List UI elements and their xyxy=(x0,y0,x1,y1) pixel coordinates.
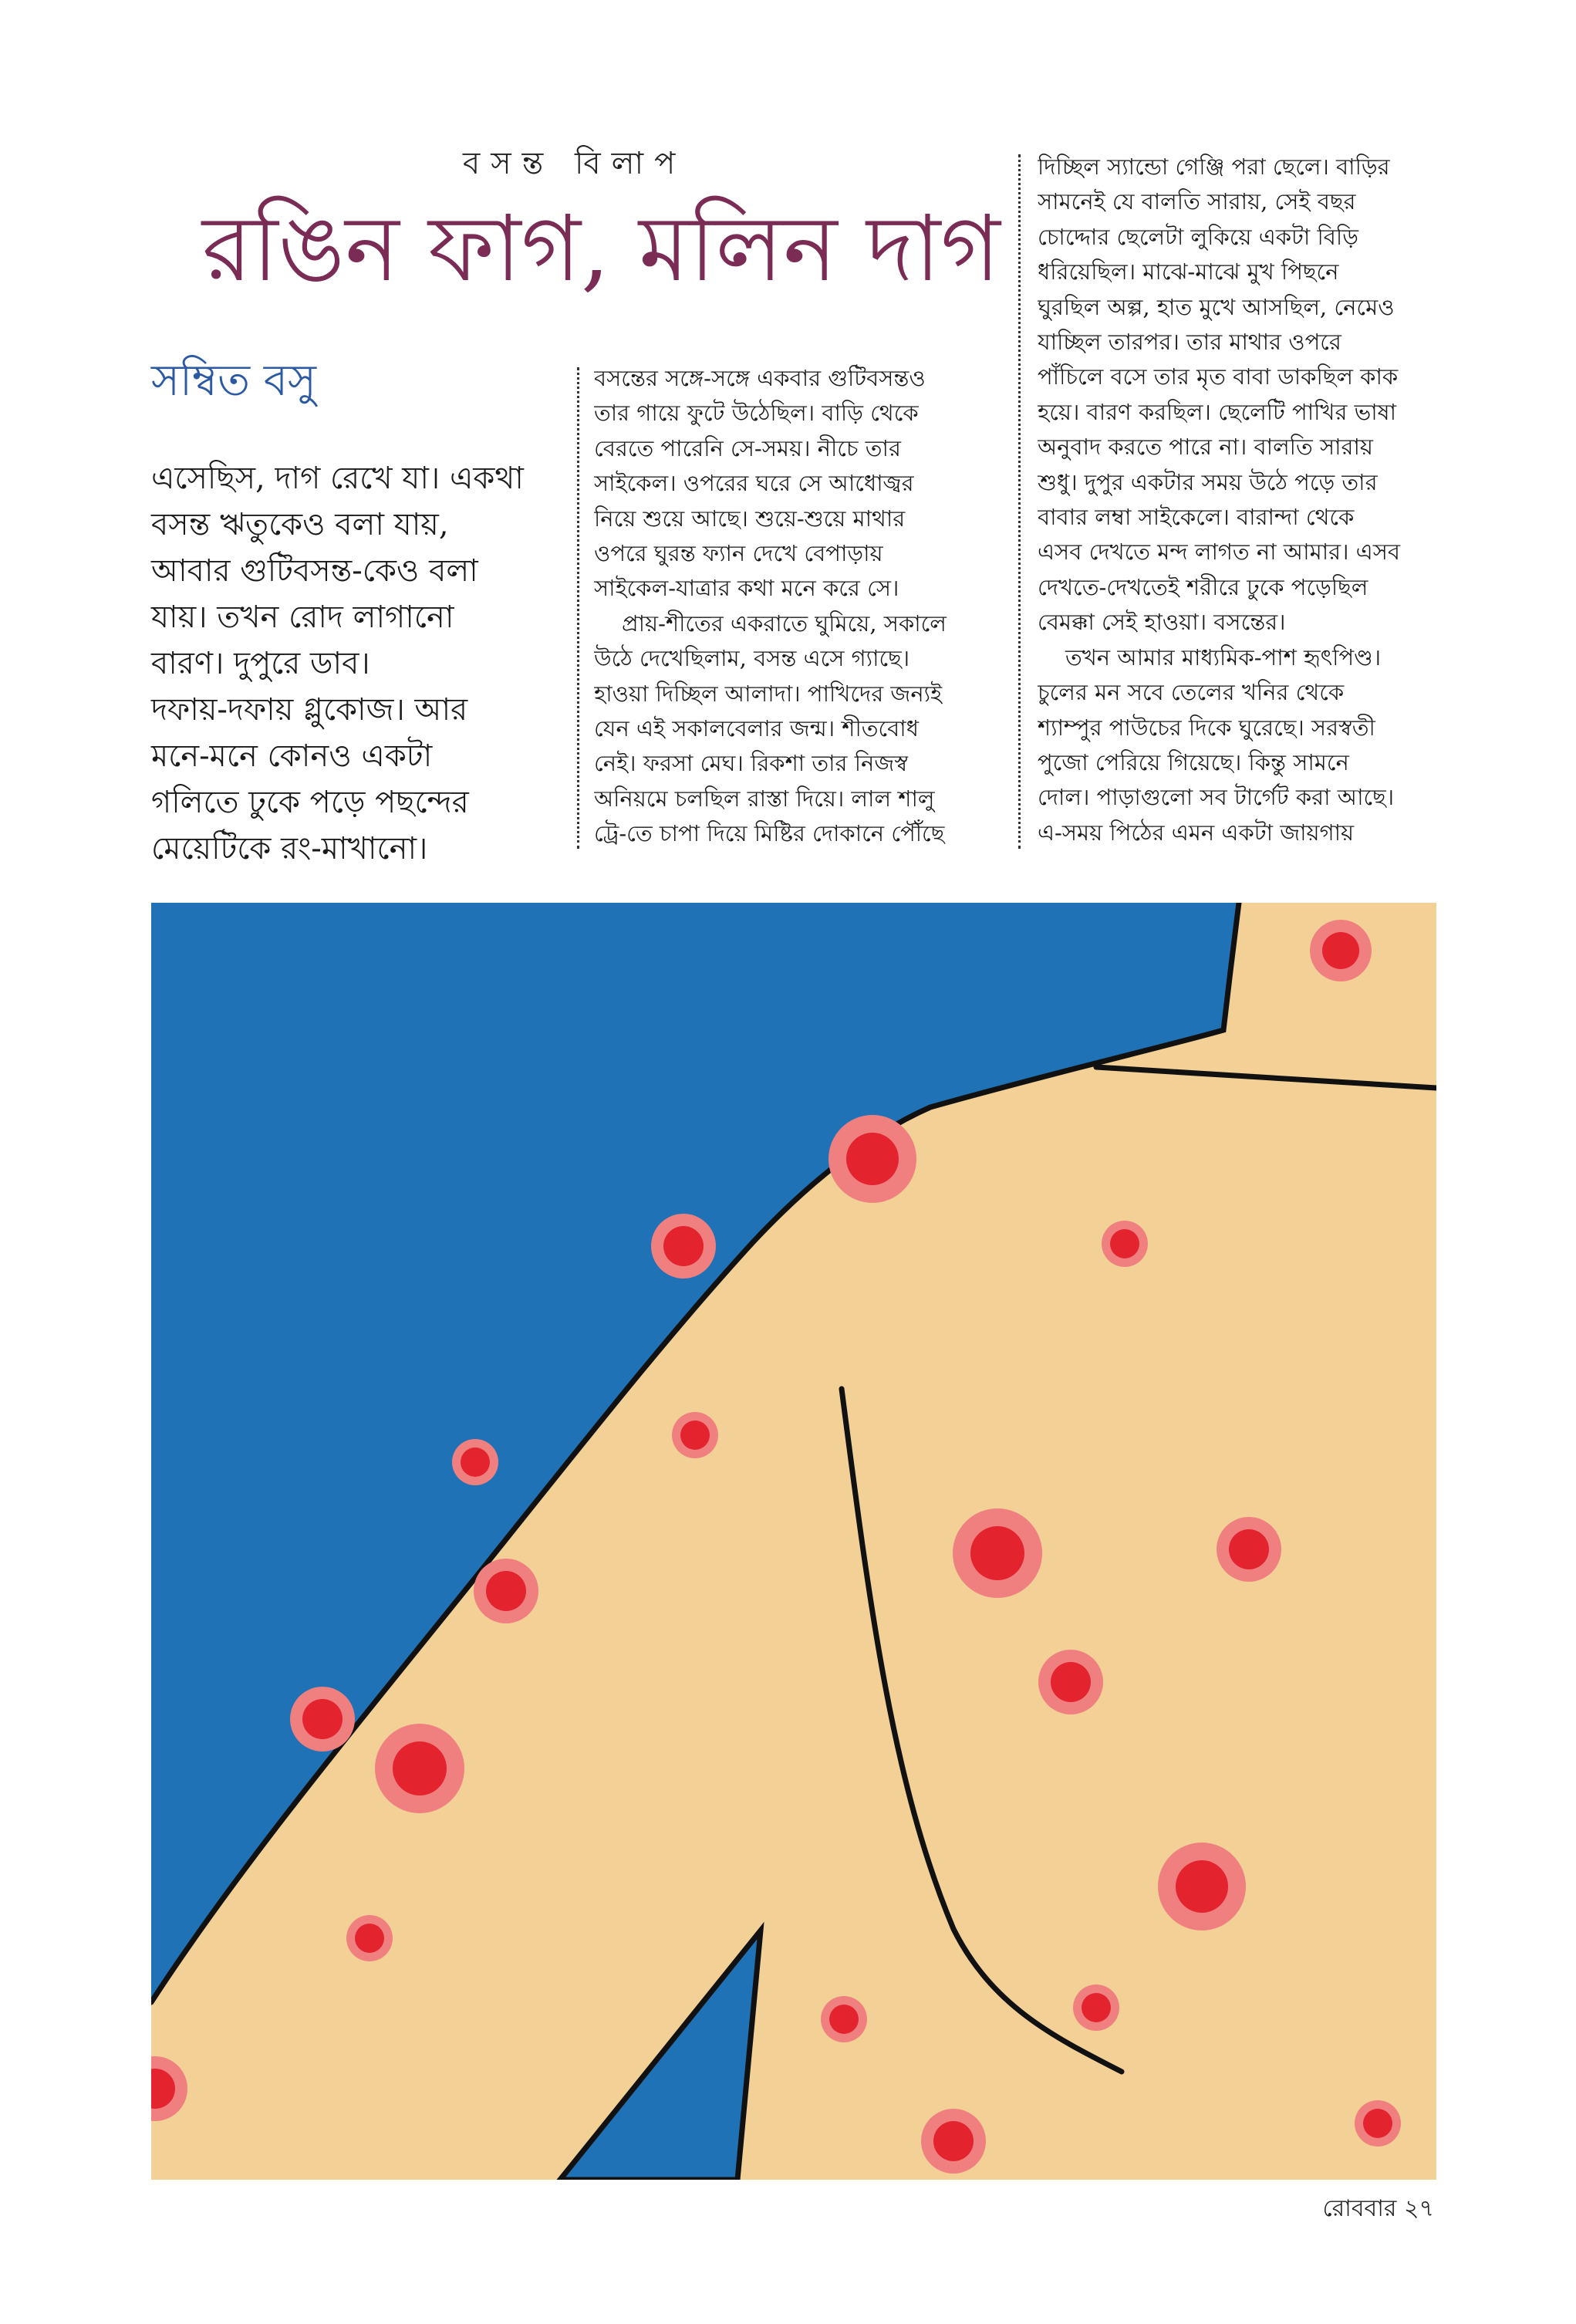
column-line: বসন্তের সঙ্গে-সঙ্গে একবার গুটিবসন্তও xyxy=(594,365,926,391)
pox-spot xyxy=(821,1996,867,2042)
column-line: হয়ে। বারণ করছিল। ছেলেটি পাখির ভাষা xyxy=(1038,398,1397,425)
column-line: দোল। পাড়াগুলো সব টার্গেট করা আছে। xyxy=(1038,784,1395,811)
pox-spot xyxy=(1158,1843,1246,1930)
column-line: দেখতে-দেখতেই শরীরে ঢুকে পড়েছিল xyxy=(1038,573,1368,600)
article-headline: রঙিন ফাগ, মলিন দাগ xyxy=(202,195,1001,302)
column-line: পুজো পেরিয়ে গিয়েছে। কিন্তু সামনে xyxy=(1038,748,1349,775)
column-line: চুলের মন সবে তেলের খনির থেকে xyxy=(1038,679,1345,706)
pox-spot xyxy=(290,1687,355,1751)
column-line: সাইকেল-যাত্রার কথা মনে করে সে। xyxy=(594,575,899,602)
article-author: সম্বিত বসু xyxy=(151,356,316,406)
intro-line: মনে-মনে কোনও একটা xyxy=(151,738,433,774)
column-line: হাওয়া দিচ্ছিল আলাদা। পাখিদের জন্যই xyxy=(594,680,943,707)
column-line: নিয়ে শুয়ে আছে। শুয়ে-শুয়ে মাথার xyxy=(594,505,906,532)
pox-spot xyxy=(651,1214,716,1279)
pox-spot xyxy=(672,1412,718,1458)
article-column-right xyxy=(1038,150,1439,850)
column-line: তখন আমার মাধ্যমিক-পাশ হৃৎপিণ্ড। xyxy=(1065,643,1382,671)
column-line: ঘুরছিল অল্প, হাত মুখে আসছিল, নেমেও xyxy=(1038,293,1395,320)
column-line: বেরতে পারেনি সে-সময়। নীচে তার xyxy=(594,434,901,461)
article-intro xyxy=(151,455,552,872)
pox-spot xyxy=(1217,1517,1281,1582)
column-line: উঠে দেখেছিলাম, বসন্ত এসে গ্যাছে। xyxy=(594,645,910,672)
pox-spot xyxy=(1102,1221,1148,1267)
column-line: সামনেই যে বালতি সারায়, সেই বছর xyxy=(1038,188,1356,215)
column-line: যাচ্ছিল তারপর। তার মাথার ওপরে xyxy=(1038,329,1341,356)
column-divider xyxy=(577,367,579,849)
pox-spot xyxy=(452,1439,498,1485)
column-line: অনিয়মে চলছিল রাস্তা দিয়ে। লাল শালু xyxy=(594,785,935,812)
intro-line: এসেছিস, দাগ রেখে যা। একথা xyxy=(151,461,524,496)
column-line: ট্রে-তে চাপা দিয়ে মিষ্টির দোকানে পৌঁছে xyxy=(594,820,945,847)
column-line: তার গায়ে ফুটে উঠেছিল। বাড়ি থেকে xyxy=(594,400,919,427)
column-line: বাবার লম্বা সাইকেলে। বারান্দা থেকে xyxy=(1038,504,1355,531)
intro-line: দফায়-দফায় গ্লুকোজ। আর xyxy=(151,692,468,728)
column-line: সাইকেল। ওপরের ঘরে সে আধোজ্বর xyxy=(594,470,914,497)
column-line: শুধু। দুপুর একটার সময় উঠে পড়ে তার xyxy=(1038,468,1378,495)
column-line: এ-সময় পিঠের এমন একটা জায়গায় xyxy=(1038,819,1355,846)
intro-line: যায়। তখন রোদ লাগানো xyxy=(151,600,454,635)
pox-spot xyxy=(828,1115,916,1203)
pox-spot xyxy=(375,1724,464,1813)
pox-spot xyxy=(1310,920,1372,981)
intro-line: গলিতে ঢুকে পড়ে পছন্দের xyxy=(151,785,469,820)
pox-spot xyxy=(1355,2100,1401,2147)
column-line: দিচ্ছিল স্যান্ডো গেঞ্জি পরা ছেলে। বাড়ির xyxy=(1038,154,1390,180)
column-line: পাঁচিলে বসে তার মৃত বাবা ডাকছিল কাক xyxy=(1038,363,1399,390)
pox-spot xyxy=(474,1559,538,1623)
column-line: অনুবাদ করতে পারে না। বালতি সারায় xyxy=(1038,434,1373,461)
article-column-middle xyxy=(594,361,1026,852)
intro-line: বারণ। দুপুরে ডাব। xyxy=(151,646,370,681)
pox-illustration xyxy=(151,903,1436,2180)
page-footer: রোববার ২৭ xyxy=(1322,2195,1434,2222)
column-line: চোদ্দোর ছেলেটা লুকিয়ে একটা বিড়ি xyxy=(1038,223,1358,250)
column-line: ওপরে ঘুরন্ত ফ্যান দেখে বেপাড়ায় xyxy=(594,540,883,567)
pox-spot xyxy=(1038,1650,1103,1714)
pox-spot xyxy=(921,2109,986,2174)
pox-spot xyxy=(346,1915,393,1961)
pox-illustration-svg xyxy=(151,903,1436,2180)
article-kicker: বসন্ত বিলাপ xyxy=(463,146,687,181)
column-line: প্রায়-শীতের একরাতে ঘুমিয়ে, সকালে xyxy=(622,610,947,637)
intro-line: বসন্ত ঋতুকেও বলা যায়, xyxy=(151,507,449,542)
column-line: এসব দেখতে মন্দ লাগত না আমার। এসব xyxy=(1038,539,1401,566)
intro-line: মেয়েটিকে রং-মাখানো। xyxy=(151,831,428,866)
intro-line: আবার গুটিবসন্ত-কেও বলা xyxy=(151,553,478,589)
column-divider xyxy=(1018,154,1021,849)
column-line: নেই। ফরসা মেঘ। রিকশা তার নিজস্ব xyxy=(594,750,908,777)
column-line: বেমক্কা সেই হাওয়া। বসন্তের। xyxy=(1038,609,1286,636)
column-line: শ্যাম্পুর পাউচের দিকে ঘুরেছে। সরস্বতী xyxy=(1038,714,1375,741)
column-line: যেন এই সকালবেলার জন্ম। শীতবোধ xyxy=(594,715,919,742)
pox-spot xyxy=(953,1508,1042,1598)
column-line: ধরিয়েছিল। মাঝে-মাঝে মুখ পিছনে xyxy=(1038,258,1339,285)
pox-spot xyxy=(1073,1985,1119,2031)
